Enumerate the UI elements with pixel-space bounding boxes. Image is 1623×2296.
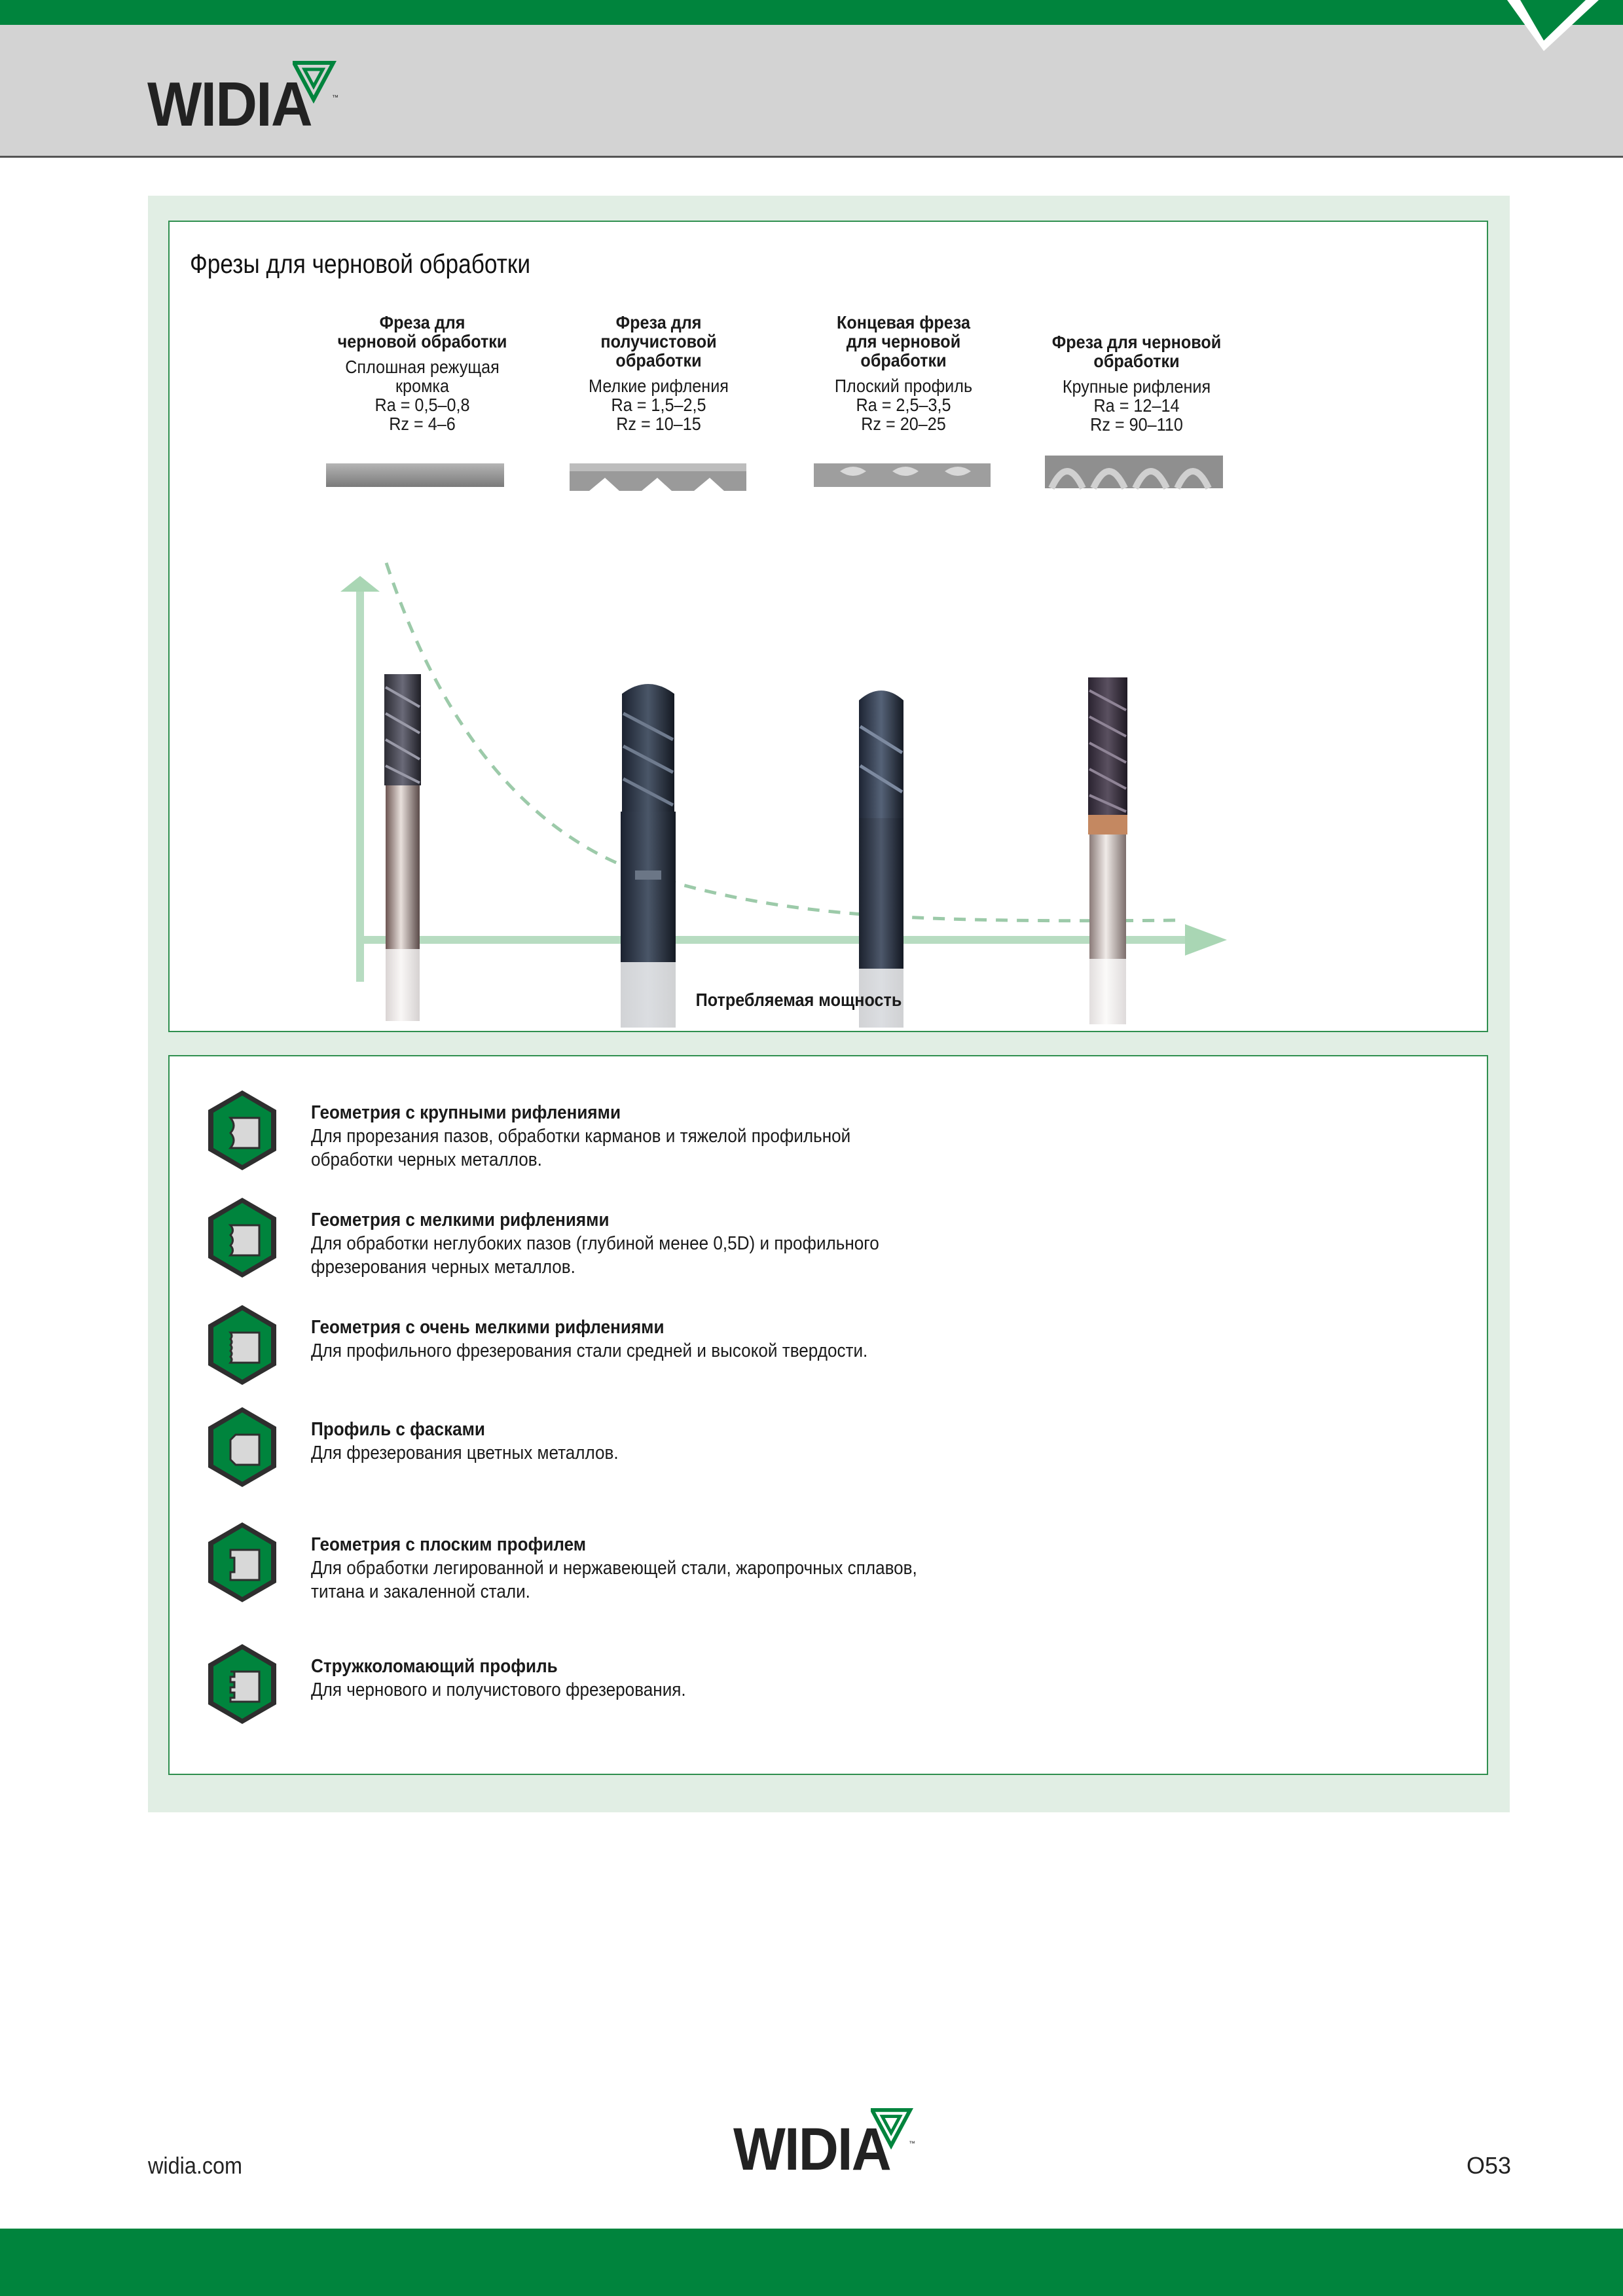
footer-widia-logo: WIDIA	[733, 2116, 890, 2183]
feature-title: Геометрия с очень мелкими рифлениями	[311, 1317, 665, 1338]
column-description: Плоский профиль Ra = 2,5–3,5 Rz = 20–25	[834, 376, 973, 434]
chipbreaker-profile-icon	[203, 1641, 282, 1727]
feature-item-chamfer-profile	[196, 1405, 1440, 1490]
page-number: O53	[1467, 2152, 1512, 2179]
feature-title: Геометрия с плоским профилем	[311, 1534, 587, 1555]
column-description: Мелкие рифления Ra = 1,5–2,5 Rz = 10–15	[589, 376, 729, 434]
feature-description: Для обработки легированной и нержавеющей стали, жаропрочных сплавов, титана и закаленной стали.	[311, 1558, 917, 1602]
feature-title: Геометрия с мелкими рифлениями	[311, 1210, 610, 1230]
feature-title: Профиль с фасками	[311, 1419, 485, 1440]
widia-triangle-logo-icon	[293, 60, 338, 103]
feature-item-chipbreaker-profile	[196, 1641, 1440, 1727]
svg-text:™: ™	[909, 2140, 915, 2148]
column-solid-edge	[304, 313, 540, 433]
section-title: Фрезы для черновой обработки	[190, 249, 531, 279]
feature-item-coarse-serration	[196, 1088, 1440, 1173]
fine-serration-profile-icon	[570, 458, 746, 500]
column-coarse-rough	[1019, 332, 1254, 434]
chamfer-profile-icon	[203, 1405, 282, 1490]
widia-triangle-logo-icon	[871, 2108, 915, 2149]
widia-logo: WIDIA	[147, 69, 312, 139]
solid-edge-end-mill	[376, 661, 429, 1028]
column-flat-profile	[786, 313, 1021, 433]
column-heading: Фреза для получистовой обработки	[600, 312, 717, 370]
column-semi-finish	[541, 313, 776, 433]
y-axis	[356, 589, 364, 982]
bottom-accent-bar	[0, 2229, 1623, 2296]
power-curve	[386, 563, 1178, 921]
flat-profile-icon	[203, 1520, 282, 1605]
x-axis-label: Потребляемая мощность	[695, 990, 902, 1010]
top-accent-bar	[0, 0, 1623, 25]
x-axis	[356, 936, 1201, 944]
column-heading: Фреза для черновой обработки	[1051, 332, 1222, 371]
feature-item-very-fine-serration	[196, 1302, 1440, 1388]
flat-profile-strip-icon	[814, 458, 991, 493]
solid-edge-profile-icon	[326, 461, 504, 490]
feature-description: Для профильного фрезерования стали средней и высокой твердости.	[311, 1340, 868, 1361]
feature-description: Для прорезания пазов, обработки карманов и тяжелой профильной обработки черных металлов.	[311, 1126, 851, 1170]
flat-profile-end-mill	[850, 681, 913, 1028]
fine-serration-icon	[203, 1195, 282, 1280]
coarse-roughing-end-mill	[1082, 671, 1134, 1028]
column-description: Сплошная режущая кромка Ra = 0,5–0,8 Rz = 4–6	[345, 357, 500, 434]
very-fine-serration-icon	[203, 1302, 282, 1388]
svg-text:™: ™	[332, 94, 338, 101]
feature-title: Стружколомающий профиль	[311, 1656, 558, 1677]
footer-website[interactable]: widia.com	[148, 2152, 243, 2179]
semi-finish-end-mill	[609, 674, 687, 1028]
x-axis-arrow-icon	[1185, 924, 1227, 956]
column-description: Крупные рифления Ra = 12–14 Rz = 90–110	[1062, 376, 1211, 435]
coarse-serration-profile-icon	[1045, 452, 1223, 493]
feature-item-flat-profile	[196, 1520, 1440, 1605]
feature-title: Геометрия с крупными рифлениями	[311, 1102, 621, 1123]
feature-item-fine-serration	[196, 1195, 1440, 1280]
y-axis-arrow-icon	[340, 576, 380, 592]
corner-tab-icon	[1507, 0, 1599, 52]
feature-description: Для чернового и получистового фрезерования.	[311, 1679, 686, 1700]
column-heading: Фреза для черновой обработки	[337, 312, 507, 351]
column-heading: Концевая фреза для черновой обработки	[836, 312, 971, 370]
coarse-serration-icon	[203, 1088, 282, 1173]
feature-description: Для обработки неглубоких пазов (глубиной менее 0,5D) и профильного фрезерования черных металлов.	[311, 1233, 879, 1278]
feature-description: Для фрезерования цветных металлов.	[311, 1443, 619, 1463]
